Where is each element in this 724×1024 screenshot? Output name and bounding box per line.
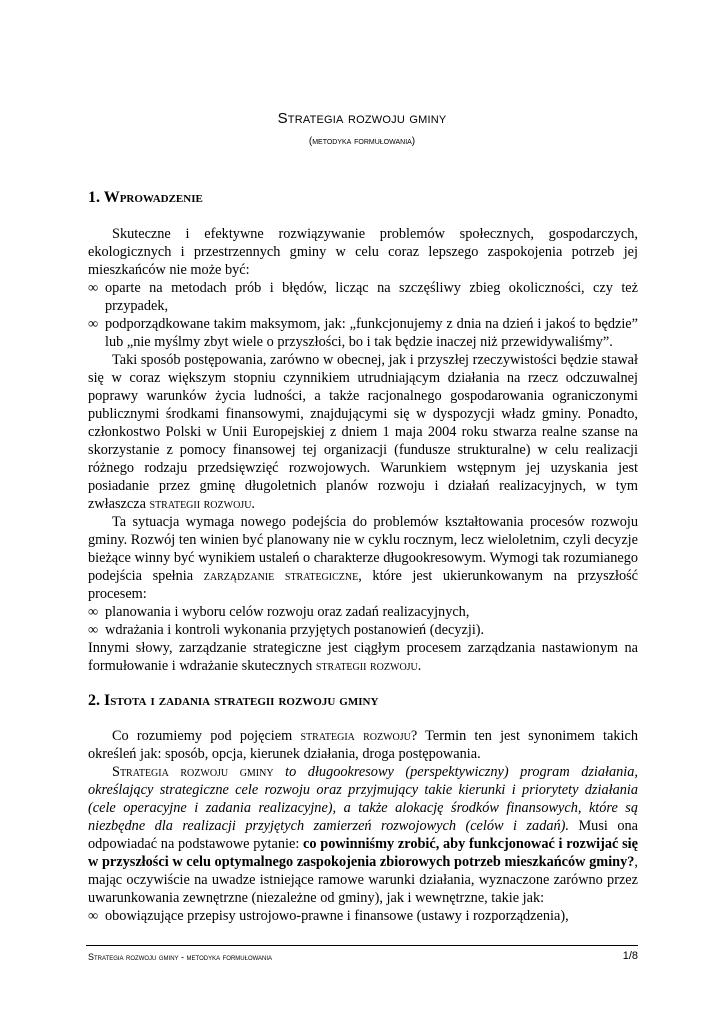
term-strategii-rozwoju: strategii rozwoju	[315, 658, 418, 674]
footer-title: Strategia rozwoju gminy - metodyka formułowania	[88, 952, 273, 962]
paragraph: Ta sytuacja wymaga nowego podejścia do problemów kształtowania procesów rozwoju gminy. Rozwój ten winien być planowany nie w cyklu rocznym, lecz wieloletnim, czyli decyzje bieżące winny być wynikiem ustaleń o charakterze długookresowym. Wymogi tak rozumianego podejścia spełnia zarządzanie strategiczne, które jest ukierunkowanym na przyszłość procesem:	[88, 514, 639, 602]
infinity-bullet-icon: ∞	[88, 908, 99, 924]
paragraph: Co rozumiemy pod pojęciem strategia rozwoju? Termin ten jest synonimem takich określeń jak: sposób, opcja, kierunek działania, droga postępowania.	[88, 728, 638, 762]
paragraph: Taki sposób postępowania, zarówno w obecnej, jak i przyszłej rzeczywistości będzie stawał się w coraz większym stopniu czynnikiem utrudniającym działania na rzecz odczuwalnej poprawy warunków życia ludności, a także racjonalnego gospodarowania ograniczonymi publicznymi środkami finansowymi, znajdującymi się w dyspozycji władz gminy. Ponadto, członkostwo Polski w Unii Europejskiej z dniem 1 maja 2004 roku stwarza realne szanse na skorzystanie z pomocy finansowej tej organizacji (fundusze strukturalne) w celu realizacji różnego rodzaju przedsięwzięć rozwojowych. Warunkiem wstępnym jej uzyskania jest posiadanie przez gminę długoletnich planów rozwoju i działań realizacyjnych, w tym zwłaszcza strategii rozwoju.	[88, 352, 638, 512]
page-number: 1/8	[622, 950, 638, 962]
infinity-bullet-icon: ∞	[88, 316, 99, 332]
section-1-heading: 1. Wprowadzenie	[88, 189, 203, 206]
document-title: Strategia rozwoju gminy	[277, 110, 447, 127]
list-item: ∞ planowania i wyboru celów rozwoju oraz zadań realizacyjnych,	[88, 604, 470, 620]
term-zarzadzanie-strategiczne: zarządzanie strategiczne	[203, 568, 359, 584]
section-2-heading: 2. Istota i zadania strategii rozwoju gminy	[88, 692, 379, 709]
document-subtitle: (metodyka formułowania)	[308, 136, 416, 147]
paragraph: Strategia rozwoju gminy to długookresowy (perspektywiczny) program działania, określający strategiczne cele rozwoju oraz przyjmujący takie kierunki i priorytety działania (cele operacyjne i zadania realizacyjne), a także alokację środków finansowych, które są niezbędne dla realizacji przyjętych zamierzeń rozwojowych (celów i zadań). Musi ona odpowiadać na podstawowe pytanie: co powinniśmy zrobić, aby funkcjonować i rozwijać się w przyszłości w celu optymalnego zaspokojenia zbiorowych potrzeb mieszkańców gminy?, mając oczywiście na uwadze istniejące ramowe warunki działania, wyznaczone zarówno przez uwarunkowania zewnętrzne (niezależne od gminy), jak i wewnętrzne, takie jak:	[88, 764, 638, 906]
term-strategia-rozwoju: strategia rozwoju	[300, 728, 411, 744]
paragraph: Innymi słowy, zarządzanie strategiczne jest ciągłym procesem zarządzania nastawionym na formułowanie i wdrażanie skutecznych strategii rozwoju.	[88, 640, 638, 674]
section-1-body	[88, 225, 638, 675]
infinity-bullet-icon: ∞	[88, 280, 99, 296]
infinity-bullet-icon: ∞	[88, 604, 99, 620]
term-strategia-rozwoju-gminy: Strategia rozwoju gminy	[112, 764, 274, 780]
list-item: ∞ podporządkowane takim maksymom, jak: „funkcjonujemy z dnia na dzień i jakoś to będzie” lub „nie myślmy zbyt wiele o przyszłości, bo i tak będzie inaczej niż przewidywaliśmy”.	[88, 316, 638, 350]
term-strategia-rozwoju: strategii rozwoju	[149, 496, 252, 512]
infinity-bullet-icon: ∞	[88, 622, 99, 638]
list-item: ∞ oparte na metodach prób i błędów, licząc na szczęśliwy zbieg okoliczności, czy też przypadek,	[88, 280, 638, 314]
footer-divider	[86, 945, 638, 946]
paragraph: Skuteczne i efektywne rozwiązywanie problemów społecznych, gospodarczych, ekologicznych i przestrzennych gminy w celu coraz lepszego zaspokojenia potrzeb jej mieszkańców nie może być:	[88, 226, 638, 278]
section-2-body	[88, 727, 638, 925]
list-item: ∞ wdrażania i kontroli wykonania przyjętych postanowień (decyzji).	[88, 622, 485, 638]
list-item: ∞ obowiązujące przepisy ustrojowo-prawne i finansowe (ustawy i rozporządzenia),	[88, 908, 569, 924]
